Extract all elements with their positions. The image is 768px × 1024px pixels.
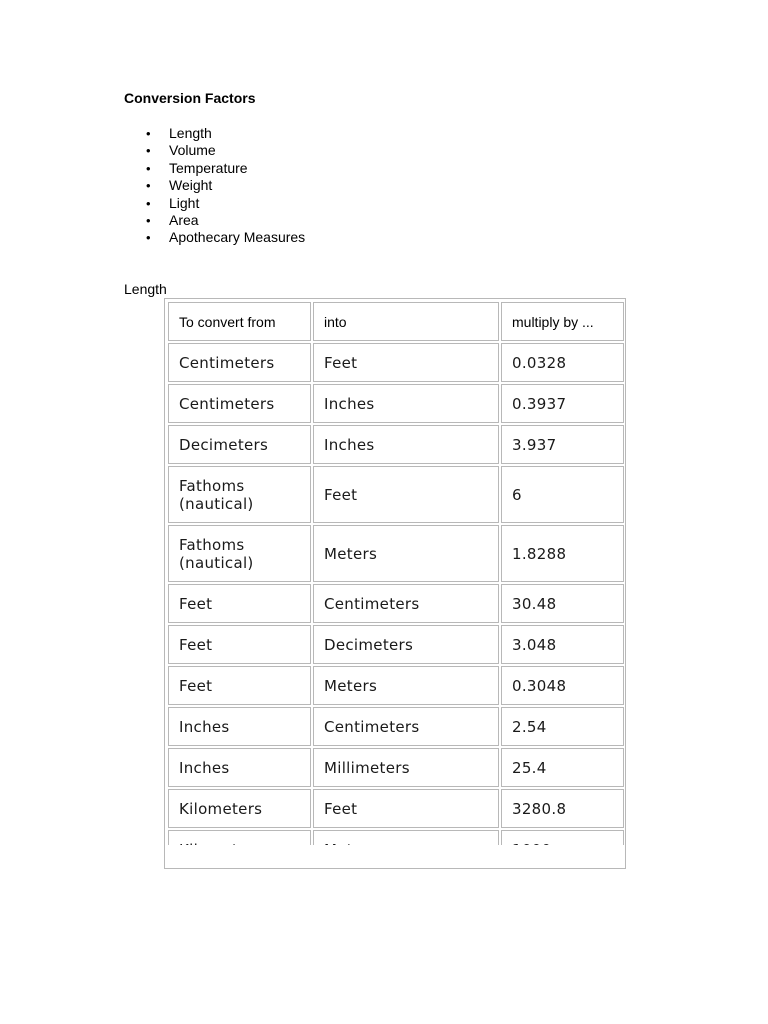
- bullet-icon: •: [146, 178, 151, 194]
- bullet-icon: •: [146, 212, 151, 228]
- cell-factor: 0.3048: [501, 666, 624, 705]
- toc-item-weight[interactable]: [124, 177, 305, 194]
- table-header-row: [168, 302, 624, 341]
- toc-item-label[interactable]: Weight: [169, 177, 213, 194]
- cell-from: Centimeters: [168, 384, 311, 423]
- cell-from: Decimeters: [168, 425, 311, 464]
- header-cell-multiply: multiply by ...: [501, 302, 624, 341]
- table-of-contents: [124, 125, 305, 247]
- cell-factor: 1.8288: [501, 525, 624, 582]
- toc-item-label[interactable]: Temperature: [169, 159, 248, 176]
- table-row: [168, 666, 624, 705]
- cell-into: Decimeters: [313, 625, 499, 664]
- cell-from: Inches: [168, 707, 311, 746]
- length-conversion-table: [166, 300, 626, 869]
- toc-item-temperature[interactable]: [124, 160, 305, 177]
- page-title: Conversion Factors: [124, 90, 256, 106]
- table-row: [168, 707, 624, 746]
- cell-from: Centimeters: [168, 343, 311, 382]
- cell-factor: 3.937: [501, 425, 624, 464]
- bullet-icon: •: [146, 160, 151, 176]
- table-row: [168, 625, 624, 664]
- cell-from: Kilometers: [168, 789, 311, 828]
- bullet-icon: •: [146, 143, 151, 159]
- bullet-icon: •: [146, 126, 151, 141]
- table-row: [168, 384, 624, 423]
- toc-item-apothecary-measures[interactable]: [124, 229, 305, 246]
- cell-factor: 0.3937: [501, 384, 624, 423]
- toc-item-light[interactable]: [124, 195, 305, 212]
- toc-item-label[interactable]: Light: [169, 194, 200, 211]
- cell-factor: 2.54: [501, 707, 624, 746]
- table-row: [168, 425, 624, 464]
- cell-into: Feet: [313, 343, 499, 382]
- cell-factor: 6: [501, 466, 624, 523]
- toc-item-label[interactable]: Area: [169, 211, 199, 228]
- cell-factor: 3280.8: [501, 789, 624, 828]
- cell-from: Feet: [168, 584, 311, 623]
- cell-into: Centimeters: [313, 584, 499, 623]
- cell-factor: 3.048: [501, 625, 624, 664]
- table-row: [168, 748, 624, 787]
- table-clip-mask: [165, 845, 625, 868]
- cell-from: Fathoms (nautical): [168, 525, 311, 582]
- header-cell-into: into: [313, 302, 499, 341]
- table-row: [168, 525, 624, 582]
- cell-into: Inches: [313, 384, 499, 423]
- table-row: [168, 584, 624, 623]
- cell-into: Millimeters: [313, 748, 499, 787]
- cell-factor: 30.48: [501, 584, 624, 623]
- toc-item-label[interactable]: Length: [169, 125, 212, 141]
- cell-into: Centimeters: [313, 707, 499, 746]
- bullet-icon: •: [146, 195, 151, 211]
- cell-factor: 25.4: [501, 748, 624, 787]
- table-row: [168, 789, 624, 828]
- header-cell-from: To convert from: [168, 302, 311, 341]
- cell-into: Feet: [313, 789, 499, 828]
- section-heading-length: Length: [124, 281, 167, 297]
- toc-item-volume[interactable]: [124, 142, 305, 159]
- cell-into: Meters: [313, 525, 499, 582]
- cell-factor: 0.0328: [501, 343, 624, 382]
- cell-from: Fathoms (nautical): [168, 466, 311, 523]
- table-row: [168, 343, 624, 382]
- toc-item-area[interactable]: [124, 212, 305, 229]
- table-row: [168, 466, 624, 523]
- bullet-icon: •: [146, 230, 151, 246]
- length-table-frame: [164, 298, 626, 869]
- toc-item-label[interactable]: Apothecary Measures: [169, 229, 306, 246]
- cell-from: Feet: [168, 666, 311, 705]
- cell-into: Inches: [313, 425, 499, 464]
- cell-into: Meters: [313, 666, 499, 705]
- cell-into: Feet: [313, 466, 499, 523]
- toc-item-length[interactable]: [124, 125, 305, 142]
- cell-from: Feet: [168, 625, 311, 664]
- toc-item-label[interactable]: Volume: [169, 142, 216, 159]
- cell-from: Inches: [168, 748, 311, 787]
